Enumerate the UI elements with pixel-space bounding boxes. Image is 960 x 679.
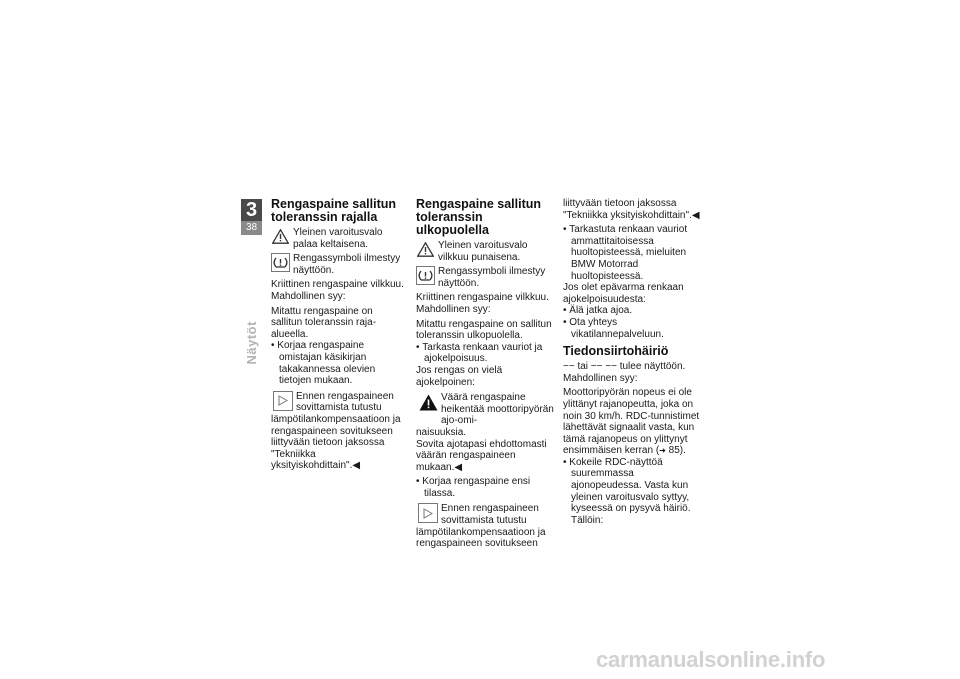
col1-note-lead: Ennen rengaspaineen sovittamista tutustu	[296, 390, 394, 414]
page-reference[interactable]: 85).	[668, 445, 686, 457]
col2-note-rest: lämpötilankompensaatioon ja rengaspaineen sovitukseen	[416, 526, 546, 550]
col1-bullet: • Korjaa rengaspaine omistajan käsikirjan takakannessa olevien tietojen mukaan.	[271, 340, 406, 386]
col2-danger-paragraph: Sovita ajotapasi ehdottomasti väärän rengaspaineen mukaan.◀	[416, 438, 547, 473]
col3-heading: Tiedonsiirtohäiriö	[563, 344, 669, 359]
col3-speed-text: Moottoripyörän nopeus ei ole ylittänyt rajanopeutta, joka on noin 30 km/h. RDC-tunnistimet lähettävät signaalit vasta, kun tämä rajanopeus on ylittynyt ensimmäisen kerran	[563, 387, 700, 457]
col2-note-lead: Ennen rengaspaineen sovittamista tutustu	[441, 503, 539, 527]
col1-note	[271, 391, 406, 414]
col3-paragraph: Mahdollinen syy:	[563, 372, 638, 384]
col3-paragraph: Jos olet epävarma renkaan ajokelpoisuudesta:	[563, 282, 684, 305]
col3-bullet: • Kokeile RDC-näyttöä suuremmassa ajonopeudessa. Vasta kun yleinen varoitusvalo syttyy, kyseessä on pysyvä häiriö. Tällöin:	[563, 457, 703, 527]
col2-bullet: • Korjaa rengaspaine ensi tilassa.	[416, 476, 554, 499]
col3-bullet: • Älä jatka ajoa.	[563, 305, 703, 317]
section-side-label	[237, 318, 267, 368]
col1-warning-indicator	[271, 227, 406, 250]
col2-heading: Rengaspaine sallitun toleranssin ulkopuolella	[416, 197, 542, 237]
col2-bullet: • Tarkasta renkaan vauriot ja ajokelpoisuus.	[416, 342, 554, 365]
tyre-pressure-icon	[416, 266, 435, 285]
col2-warning-indicator	[416, 240, 554, 263]
col2-tyre-text: Rengassymboli ilmestyy näyttöön.	[438, 266, 546, 289]
col1-tyre-indicator	[271, 253, 406, 276]
column-3	[563, 198, 703, 526]
col3-bullet: • Ota yhteys vikatilannepalveluun.	[563, 317, 703, 340]
column-2	[416, 198, 554, 550]
note-play-icon	[418, 503, 438, 523]
col1-note-rest: lämpötilankompensaatioon ja rengaspaineen sovitukseen liittyvään tietoon jaksossa "Tekniikka yksityiskohdittain".◀	[271, 413, 401, 472]
col2-paragraph: Mitattu rengaspaine on sallitun toleranssin ulkopuolella.	[416, 318, 552, 342]
warning-triangle-icon	[416, 240, 435, 259]
col2-paragraph: Mahdollinen syy:	[416, 303, 491, 315]
col2-paragraph: Jos rengas on vielä ajokelpoinen:	[416, 364, 503, 388]
col2-tyre-indicator	[416, 266, 554, 289]
note-play-icon	[273, 391, 293, 411]
col1-tyre-text: Rengassymboli ilmestyy näyttöön.	[293, 253, 401, 276]
col2-danger-note	[416, 392, 554, 427]
col3-paragraph: Moottoripyörän nopeus ei ole ylittänyt rajanopeutta, joka on noin 30 km/h. RDC-tunnistimet lähettävät signaalit vasta, kun tämä rajanopeus on ylittynyt ensimmäisen kerran (➜ 85).	[563, 387, 700, 457]
col2-note	[416, 503, 554, 526]
col3-paragraph: −− tai −− −− tulee näyttöön.	[563, 361, 686, 373]
page-number-badge: 38	[241, 221, 262, 235]
col1-paragraph: Kriittinen rengaspaine vilkkuu.	[271, 279, 404, 291]
section-side-label-text: Näytöt	[244, 321, 260, 365]
column-1	[271, 198, 406, 472]
col2-danger-lead: Väärä rengaspaine heikentää moottoripyörän ajo-omi-	[441, 392, 554, 427]
col1-warning-text: Yleinen varoitusvalo palaa keltaisena.	[293, 227, 383, 250]
danger-warning-icon	[418, 392, 438, 412]
col3-paragraph: liittyvään tietoon jaksossa "Tekniikka yksityiskohdittain".◀	[563, 198, 700, 221]
page-ref-arrow-icon: ➜	[659, 446, 666, 456]
col2-warning-text: Yleinen varoitusvalo vilkkuu punaisena.	[438, 240, 528, 263]
col1-paragraph: Mitattu rengaspaine on sallitun toleranssin raja-alueella.	[271, 305, 377, 340]
col2-paragraph: Kriittinen rengaspaine vilkkuu.	[416, 292, 549, 304]
tyre-pressure-icon	[271, 253, 290, 272]
site-watermark: carmanualsonline.info	[596, 647, 826, 672]
warning-triangle-icon	[271, 227, 290, 246]
chapter-number-badge: 3	[241, 199, 262, 221]
col3-bullet: • Tarkastuta renkaan vauriot ammattitaitoisessa huoltopisteessä, mieluiten BMW Motorrad huoltopisteessä.	[563, 224, 703, 282]
col1-paragraph: Mahdollinen syy:	[271, 290, 346, 302]
col2-danger-rest: naisuuksia.	[416, 426, 467, 438]
col1-heading: Rengaspaine sallitun toleranssin rajalla	[271, 197, 397, 224]
